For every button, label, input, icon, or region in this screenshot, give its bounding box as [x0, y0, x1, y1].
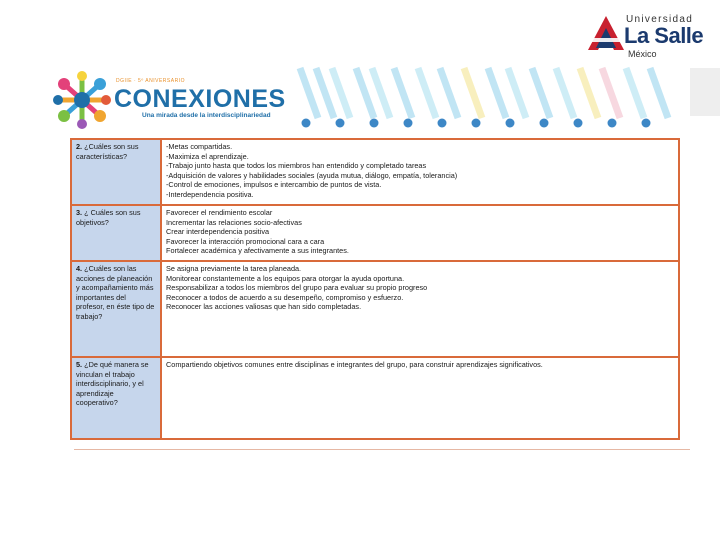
answer-line: Crear interdependencia positiva [166, 227, 270, 237]
table-row [71, 261, 679, 357]
question-number: 5. [76, 360, 83, 369]
answer-line: Reconocer las acciones valiosas que han sido completadas. [166, 302, 362, 312]
answer-line: Monitorear constantemente a los equipos para otorgar la ayuda oportuna. [166, 273, 405, 283]
table-row [71, 205, 679, 261]
answer-line: -Maximiza el aprendizaje. [166, 151, 249, 161]
answer-cell [161, 205, 679, 261]
answer-line: Responsabilizar a todos los miembros del grupo para evaluar su propio progreso [166, 283, 428, 293]
answer-line: Favorecer el rendimiento escolar [166, 208, 273, 217]
answer-line: -Control de emociones, impulsos e intercambio de puntos de vista. [166, 180, 382, 190]
question-cell [71, 139, 161, 205]
question-text: ¿ Cuáles son sus objetivos? [76, 208, 141, 227]
answer-line: Fortalecer académica y afectivamente a sus integrantes. [166, 246, 349, 256]
answer-cell [161, 139, 679, 205]
conexiones-kicker: DGIIE · 5º ANIVERSARIO [116, 78, 185, 84]
answer-line: Reconocer a todos de acuerdo a su desempeño, compromiso y esfuerzo. [166, 292, 404, 302]
questions-table [70, 138, 680, 440]
answer-line: Compartiendo objetivos comunes entre disciplinas e integrantes del grupo, para construir aprendizajes significativos. [166, 360, 543, 369]
university-country: México [628, 49, 657, 59]
university-logo [586, 12, 710, 58]
answer-line: -Metas compartidas. [166, 142, 233, 151]
question-cell [71, 261, 161, 357]
conexiones-subtitle: Una mirada desde la interdisciplinariedad [142, 112, 271, 119]
footer-divider [74, 449, 690, 450]
question-text: ¿De qué manera se vinculan el trabajo interdisciplinario, y el aprendizaje cooperativo? [76, 360, 149, 408]
university-top-text: Universidad [626, 14, 694, 25]
conexiones-title: CONEXIONES [114, 85, 286, 113]
la-salle-star-icon [586, 14, 626, 54]
answer-cell [161, 357, 679, 439]
decorative-stripes [294, 66, 720, 130]
question-cell [71, 357, 161, 439]
question-text: ¿Cuáles son sus características? [76, 142, 139, 161]
conexiones-logo [52, 66, 292, 136]
question-cell [71, 205, 161, 261]
question-number: 2. [76, 142, 83, 151]
answer-line: -Adquisición de valores y habilidades sociales (ayuda mutua, diálogo, empatía, tolerancia) [166, 170, 458, 180]
network-emblem-icon [52, 70, 112, 130]
question-text: ¿Cuáles son las acciones de planeación y acompañamiento más importantes del profesor, en éste tipo de trabajo? [76, 264, 155, 321]
answer-line: -Trabajo junto hasta que todos los miembros han entendido y completado tareas [166, 161, 427, 171]
question-number: 4. [76, 264, 83, 273]
answer-line: Incrementar las relaciones socio-afectivas [166, 217, 302, 227]
university-name: La Salle [624, 23, 704, 48]
answer-line: Se asigna previamente la tarea planeada. [166, 264, 302, 273]
answer-line: -Interdependencia positiva. [166, 189, 254, 199]
answer-line: Favorecer la interacción promocional cara a cara [166, 236, 325, 246]
question-number: 3. [76, 208, 83, 217]
answer-cell [161, 261, 679, 357]
table-row [71, 139, 679, 205]
table-row [71, 357, 679, 439]
